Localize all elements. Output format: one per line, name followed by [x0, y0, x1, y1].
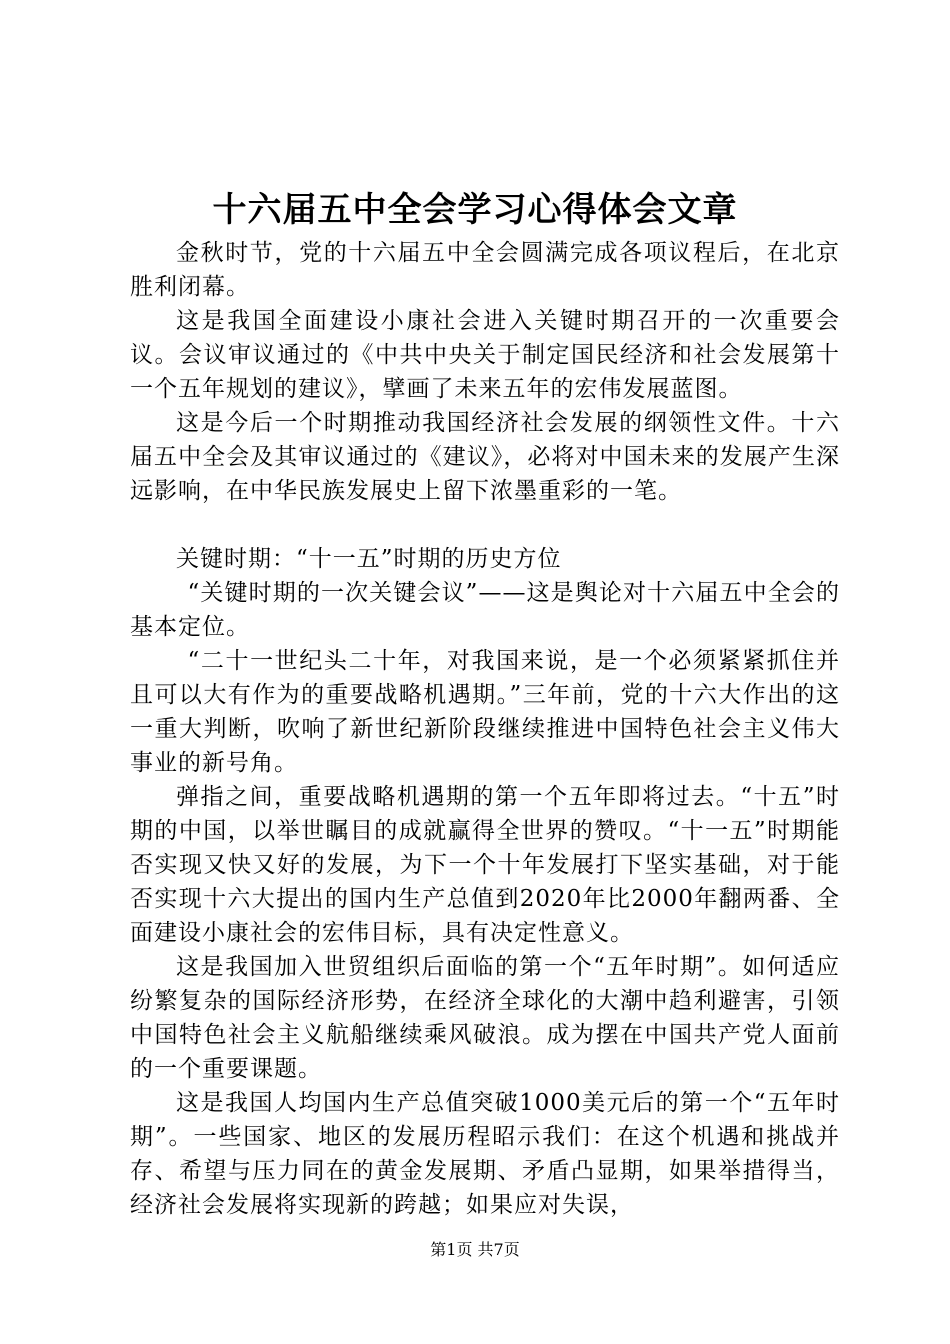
paragraph-4: “关键时期的一次关键会议”——这是舆论对十六届五中全会的基本定位。 [130, 580, 840, 640]
paragraph-2: 这是我国全面建设小康社会进入关键时期召开的一次重要会议。会议审议通过的《中共中央关于制定国民经济和社会发展第十一个五年规划的建议》，擘画了未来五年的宏伟发展蓝图。 [130, 308, 840, 402]
page-footer: 第1页 共7页 [430, 1240, 520, 1259]
section-heading: 关键时期：“十一五”时期的历史方位 [176, 546, 562, 572]
paragraph-8: 这是我国人均国内生产总值突破1000美元后的第一个“五年时期”。一些国家、地区的发展历程昭示我们：在这个机遇和挑战并存、希望与压力同在的黄金发展期、矛盾凸显期，如果举措得当，经济社会发展将实现新的跨越；如果应对失误， [130, 1090, 840, 1218]
paragraph-1: 金秋时节，党的十六届五中全会圆满完成各项议程后，在北京胜利闭幕。 [130, 240, 840, 300]
paragraph-5: “二十一世纪头二十年，对我国来说，是一个必须紧紧抓住并且可以大有作为的重要战略机遇期。”三年前，党的十六大作出的这一重大判断，吹响了新世纪新阶段继续推进中国特色社会主义伟大事业的新号角。 [130, 648, 840, 776]
document-body [130, 236, 840, 1222]
document-title: 十六届五中全会学习心得体会文章 [212, 190, 738, 230]
paragraph-3: 这是今后一个时期推动我国经济社会发展的纲领性文件。十六届五中全会及其审议通过的《建议》，必将对中国未来的发展产生深远影响，在中华民族发展史上留下浓墨重彩的一笔。 [130, 410, 840, 504]
paragraph-7: 这是我国加入世贸组织后面临的第一个“五年时期”。如何适应纷繁复杂的国际经济形势，在经济全球化的大潮中趋利避害，引领中国特色社会主义航船继续乘风破浪。成为摆在中国共产党人面前的一个重要课题。 [130, 954, 840, 1082]
paragraph-6: 弹指之间，重要战略机遇期的第一个五年即将过去。“十五”时期的中国，以举世瞩目的成就赢得全世界的赞叹。“十一五”时期能否实现又快又好的发展，为下一个十年发展打下坚实基础，对于能否实现十六大提出的国内生产总值到2020年比2000年翻两番、全面建设小康社会的宏伟目标，具有决定性意义。 [130, 784, 840, 946]
